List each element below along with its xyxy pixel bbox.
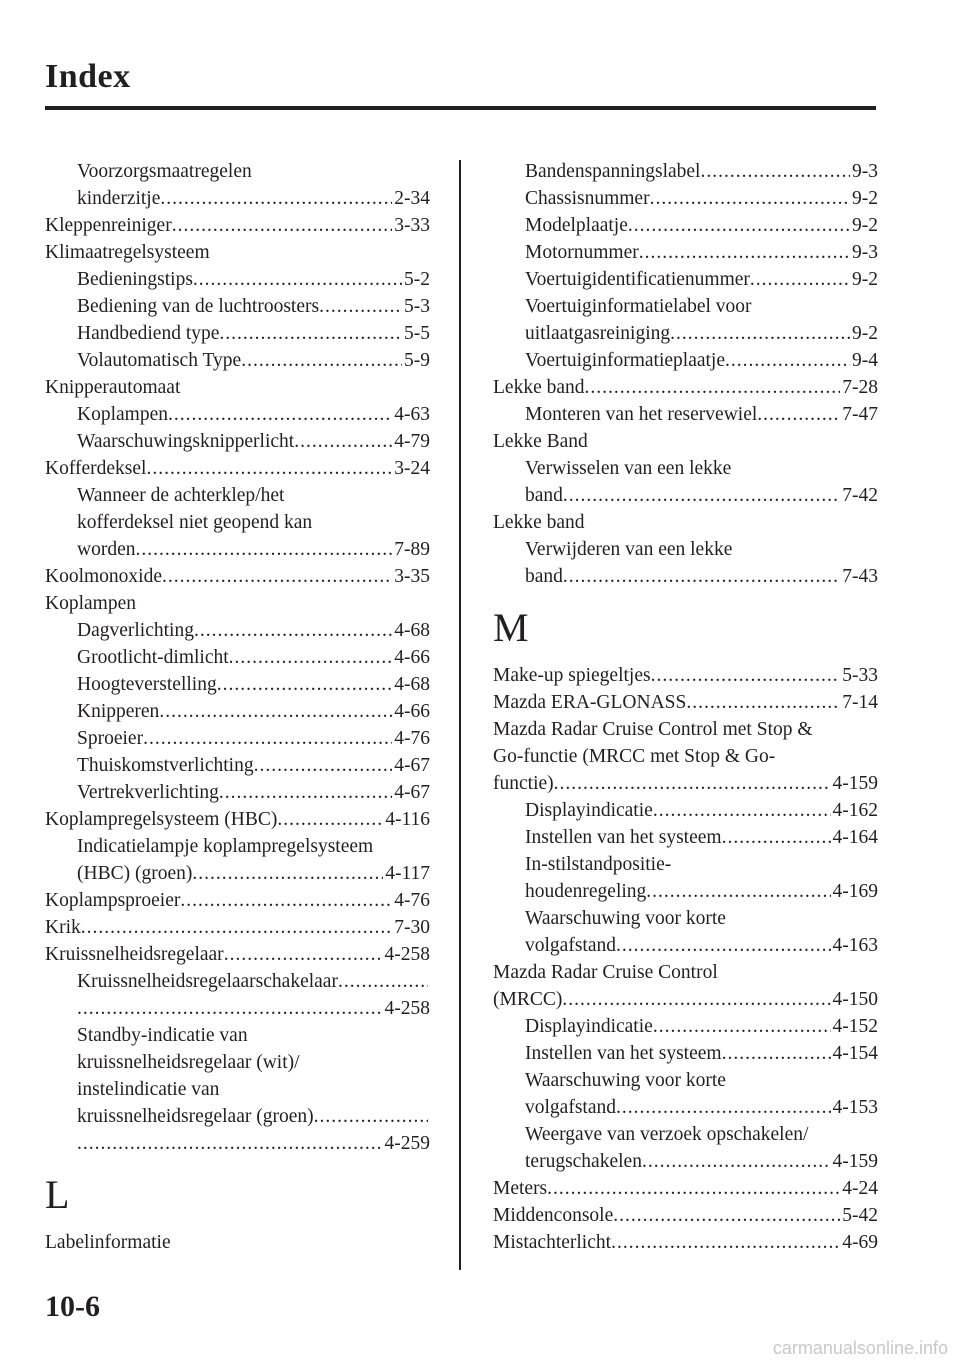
- page-reference[interactable]: 4-76: [394, 728, 430, 749]
- index-entry: [493, 662, 878, 689]
- page-reference[interactable]: 2-34: [394, 188, 430, 209]
- entry-label: Make-up spiegeltjes: [493, 665, 651, 686]
- dot-leader: [651, 662, 841, 689]
- index-subentry: [45, 536, 430, 563]
- dot-leader: [722, 1040, 831, 1067]
- index-column-right: [493, 158, 878, 1256]
- page-reference[interactable]: 7-89: [394, 539, 430, 560]
- index-subentry: [493, 239, 878, 266]
- index-entry: [45, 806, 430, 833]
- index-entry: [493, 986, 878, 1013]
- index-subentry: Voorzorgsmaatregelen: [77, 161, 252, 182]
- entry-label: Koplampregelsysteem (HBC): [45, 809, 278, 830]
- entry-label: band: [525, 485, 563, 506]
- entry-label: Bediening van de luchtroosters: [77, 296, 320, 317]
- page-reference[interactable]: 3-35: [394, 566, 430, 587]
- index-subentry: Indicatielampje koplampregelsysteem: [77, 836, 374, 857]
- page-reference[interactable]: 7-42: [842, 485, 878, 506]
- page-reference[interactable]: 4-66: [394, 647, 430, 668]
- dot-leader: [219, 779, 392, 806]
- entry-label: Bandenspanningslabel: [525, 161, 701, 182]
- index-subentry: [45, 401, 430, 428]
- index-subentry: [45, 617, 430, 644]
- page-reference[interactable]: 4-116: [385, 809, 430, 830]
- index-entry: Go-functie (MRCC met Stop & Go-: [493, 746, 776, 767]
- entry-label: Motornummer: [525, 242, 639, 263]
- index-entry: Koplampen: [45, 593, 136, 614]
- dot-leader: [77, 1130, 383, 1157]
- page-reference[interactable]: 5-9: [404, 350, 430, 371]
- entry-label: Krik: [45, 917, 81, 938]
- entry-label: Modelplaatje: [525, 215, 628, 236]
- page-reference[interactable]: 4-259: [384, 1133, 430, 1154]
- entry-label: Lekke band: [493, 377, 585, 398]
- dot-leader: [241, 347, 402, 374]
- index-subentry: instelindicatie van: [77, 1079, 220, 1100]
- page-reference[interactable]: 5-3: [404, 296, 430, 317]
- index-subentry: [493, 1040, 878, 1067]
- entry-label: Instellen van het systeem: [525, 1043, 722, 1064]
- page-reference[interactable]: 7-47: [842, 404, 878, 425]
- page-reference[interactable]: 4-159: [832, 773, 878, 794]
- page-reference[interactable]: 9-4: [852, 350, 878, 371]
- page-reference[interactable]: 9-3: [852, 161, 878, 182]
- index-subentry: Voertuiginformatielabel voor: [525, 296, 752, 317]
- entry-label: Chassisnummer: [525, 188, 650, 209]
- dot-leader: [725, 347, 850, 374]
- index-entry: [493, 374, 878, 401]
- index-subentry: [45, 428, 430, 455]
- index-entry: [493, 689, 878, 716]
- page-reference[interactable]: 4-258: [384, 998, 430, 1019]
- page-reference[interactable]: 4-68: [394, 674, 430, 695]
- index-subentry: Standby-indicatie van: [77, 1025, 248, 1046]
- page-reference[interactable]: 9-2: [852, 323, 878, 344]
- index-entry: Labelinformatie: [45, 1232, 171, 1253]
- dot-leader: [653, 797, 831, 824]
- entry-label: Voertuigidentificatienummer: [525, 269, 750, 290]
- page-reference[interactable]: 4-152: [832, 1016, 878, 1037]
- page-reference[interactable]: 4-67: [394, 782, 430, 803]
- index-entry: [493, 1229, 878, 1256]
- entry-label: terugschakelen: [525, 1151, 642, 1172]
- index-subentry: [45, 995, 430, 1022]
- dot-leader: [642, 1148, 831, 1175]
- page-reference[interactable]: 5-2: [404, 269, 430, 290]
- index-subentry: [45, 266, 430, 293]
- entry-label: Bedieningstips: [77, 269, 193, 290]
- index-subentry: [493, 932, 878, 959]
- index-subentry: In-stilstandpositie-: [525, 854, 672, 875]
- dot-leader: [314, 1103, 428, 1130]
- page-reference[interactable]: 4-67: [394, 755, 430, 776]
- dot-leader: [219, 320, 402, 347]
- dot-leader: [616, 1094, 831, 1121]
- dot-leader: [135, 536, 392, 563]
- page-reference[interactable]: 4-163: [832, 935, 878, 956]
- dot-leader: [224, 941, 383, 968]
- dot-leader: [616, 932, 831, 959]
- page-reference[interactable]: 4-162: [832, 800, 878, 821]
- index-subentry: Weergave van verzoek opschakelen/: [525, 1124, 809, 1145]
- entry-label: Monteren van het reservewiel: [525, 404, 758, 425]
- dot-leader: [193, 266, 402, 293]
- index-column-left: [45, 158, 430, 1256]
- index-subentry: [493, 320, 878, 347]
- index-entry: [493, 1202, 878, 1229]
- index-subentry: [493, 185, 878, 212]
- dot-leader: [146, 455, 392, 482]
- index-subentry: [45, 968, 430, 995]
- entry-label: Voertuiginformatieplaatje: [525, 350, 725, 371]
- index-subentry: [493, 1094, 878, 1121]
- index-entry: Mazda Radar Cruise Control met Stop &: [493, 719, 813, 740]
- index-subentry: [493, 1148, 878, 1175]
- index-subentry: [493, 347, 878, 374]
- entry-label: (MRCC): [493, 989, 563, 1010]
- index-entry: [493, 770, 878, 797]
- dot-leader: [143, 725, 392, 752]
- dot-leader: [229, 644, 393, 671]
- entry-label: Dagverlichting: [77, 620, 194, 641]
- index-subentry: [493, 878, 878, 905]
- index-entry: [45, 563, 430, 590]
- header-divider: [45, 106, 876, 110]
- index-subentry: [45, 1130, 430, 1157]
- page-reference[interactable]: 4-258: [384, 944, 430, 965]
- dot-leader: [159, 698, 392, 725]
- index-subentry: [45, 671, 430, 698]
- index-entry: [45, 914, 430, 941]
- index-subentry: [45, 320, 430, 347]
- page-reference[interactable]: 3-24: [394, 458, 430, 479]
- dot-leader: [168, 401, 392, 428]
- entry-label: Mazda ERA-GLONASS: [493, 692, 687, 713]
- page-reference[interactable]: 4-68: [394, 620, 430, 641]
- index-subentry: [493, 401, 878, 428]
- index-subentry: [45, 752, 430, 779]
- entry-label: worden: [77, 539, 136, 560]
- entry-label: Grootlicht-dimlicht: [77, 647, 229, 668]
- entry-label: Handbediend type: [77, 323, 220, 344]
- watermark: carmanualsonline.info: [772, 1338, 948, 1358]
- dot-leader: [172, 212, 393, 239]
- page-reference[interactable]: 5-42: [842, 1205, 878, 1226]
- page-reference[interactable]: 9-3: [852, 242, 878, 263]
- entry-label: Hoogteverstelling: [77, 674, 217, 695]
- entry-label: Kruissnelheidsregelaarschakelaar: [77, 971, 338, 992]
- dot-leader: [194, 617, 392, 644]
- dot-leader: [646, 878, 830, 905]
- entry-label: volgafstand: [525, 1097, 616, 1118]
- page-number: 10-6: [45, 1290, 100, 1323]
- page-reference[interactable]: 9-2: [852, 188, 878, 209]
- index-subentry: [493, 1013, 878, 1040]
- entry-label: kinderzitje: [77, 188, 161, 209]
- entry-label: Meters: [493, 1178, 548, 1199]
- index-subentry: [493, 212, 878, 239]
- page-reference[interactable]: 4-159: [832, 1151, 878, 1172]
- dot-leader: [585, 374, 841, 401]
- entry-label: Thuiskomstverlichting: [77, 755, 254, 776]
- dot-leader: [686, 689, 840, 716]
- dot-leader: [563, 563, 840, 590]
- entry-label: functie): [493, 773, 554, 794]
- index-entry: [45, 212, 430, 239]
- index-subentry: [45, 293, 430, 320]
- dot-leader: [653, 1013, 831, 1040]
- page-reference[interactable]: 7-14: [842, 692, 878, 713]
- dot-leader: [160, 185, 392, 212]
- entry-label: Sproeier: [77, 728, 144, 749]
- index-entry: Lekke band: [493, 512, 585, 533]
- dot-leader: [338, 968, 428, 995]
- dot-leader: [639, 239, 850, 266]
- dot-leader: [757, 401, 840, 428]
- entry-label: Vertrekverlichting: [77, 782, 219, 803]
- entry-label: Displayindicatie: [525, 800, 653, 821]
- index-subentry: [45, 779, 430, 806]
- dot-leader: [750, 266, 850, 293]
- entry-label: Koolmonoxide: [45, 566, 162, 587]
- dot-leader: [700, 158, 850, 185]
- index-subentry: [45, 860, 430, 887]
- entry-label: houdenregeling: [525, 881, 647, 902]
- page-reference[interactable]: 5-5: [404, 323, 430, 344]
- index-entry: Knipperautomaat: [45, 377, 181, 398]
- entry-label: Knipperen: [77, 701, 160, 722]
- index-entry: Klimaatregelsysteem: [45, 242, 210, 263]
- page-reference[interactable]: 3-33: [394, 215, 430, 236]
- dot-leader: [192, 860, 383, 887]
- dot-leader: [77, 995, 383, 1022]
- index-subentry: [493, 824, 878, 851]
- dot-leader: [319, 293, 402, 320]
- page-reference[interactable]: 4-154: [832, 1043, 878, 1064]
- index-subentry: Waarschuwing voor korte: [525, 908, 726, 929]
- page-reference[interactable]: 4-66: [394, 701, 430, 722]
- entry-label: volgafstand: [525, 935, 616, 956]
- index-subentry: Verwisselen van een lekke: [525, 458, 732, 479]
- page-reference[interactable]: 4-69: [842, 1232, 878, 1253]
- entry-label: Volautomatisch Type: [77, 350, 242, 371]
- entry-label: uitlaatgasreiniging: [525, 323, 671, 344]
- index-subentry: [45, 725, 430, 752]
- index-subentry: [45, 1103, 430, 1130]
- dot-leader: [562, 986, 830, 1013]
- page-reference[interactable]: 9-2: [852, 215, 878, 236]
- index-entry: [45, 887, 430, 914]
- dot-leader: [613, 1202, 840, 1229]
- dot-leader: [254, 752, 393, 779]
- index-subentry: Verwijderen van een lekke: [525, 539, 733, 560]
- entry-label: Koplampsproeier: [45, 890, 181, 911]
- index-entry: Lekke Band: [493, 431, 588, 452]
- dot-leader: [563, 482, 840, 509]
- entry-label: band: [525, 566, 563, 587]
- entry-label: Kleppenreiniger: [45, 215, 172, 236]
- index-subentry: [45, 644, 430, 671]
- dot-leader: [277, 806, 383, 833]
- page-reference[interactable]: 4-79: [394, 431, 430, 452]
- entry-label: Koplampen: [77, 404, 168, 425]
- index-subentry: [493, 482, 878, 509]
- page-title: Index: [45, 58, 131, 95]
- page-reference[interactable]: 4-153: [832, 1097, 878, 1118]
- entry-label: Kofferdeksel: [45, 458, 147, 479]
- page-reference[interactable]: 4-169: [832, 881, 878, 902]
- dot-leader: [217, 671, 393, 698]
- dot-leader: [628, 212, 850, 239]
- index-subentry: Wanneer de achterklep/het: [77, 485, 285, 506]
- index-entry: Mazda Radar Cruise Control: [493, 962, 718, 983]
- dot-leader: [162, 563, 392, 590]
- index-entry: [45, 941, 430, 968]
- index-subentry: [493, 158, 878, 185]
- page-reference[interactable]: 4-63: [394, 404, 430, 425]
- page-reference[interactable]: 7-30: [394, 917, 430, 938]
- entry-label: Waarschuwingsknipperlicht: [77, 431, 295, 452]
- page-reference[interactable]: 4-76: [394, 890, 430, 911]
- index-subentry: [45, 347, 430, 374]
- dot-leader: [722, 824, 831, 851]
- column-divider: [459, 160, 461, 1270]
- entry-label: kruissnelheidsregelaar (groen): [77, 1106, 314, 1127]
- page-reference[interactable]: 4-164: [832, 827, 878, 848]
- page-reference[interactable]: 7-43: [842, 566, 878, 587]
- dot-leader: [547, 1175, 840, 1202]
- entry-label: Middenconsole: [493, 1205, 614, 1226]
- entry-label: (HBC) (groen): [77, 863, 193, 884]
- page-reference[interactable]: 4-150: [832, 989, 878, 1010]
- section-letter: L: [45, 1172, 70, 1217]
- index-subentry: [493, 266, 878, 293]
- index-subentry: kruissnelheidsregelaar (wit)/: [77, 1052, 300, 1073]
- entry-label: Instellen van het systeem: [525, 827, 722, 848]
- dot-leader: [611, 1229, 840, 1256]
- page-reference[interactable]: 9-2: [852, 269, 878, 290]
- index-subentry: [45, 185, 430, 212]
- index-subentry: [45, 698, 430, 725]
- dot-leader: [670, 320, 850, 347]
- dot-leader: [554, 770, 831, 797]
- section-letter: M: [493, 605, 529, 650]
- page-reference[interactable]: 7-28: [842, 377, 878, 398]
- entry-label: Mistachterlicht: [493, 1232, 612, 1253]
- page-reference[interactable]: 4-117: [385, 863, 430, 884]
- index-entry: [493, 1175, 878, 1202]
- index-entry: [45, 455, 430, 482]
- entry-label: Kruissnelheidsregelaar: [45, 944, 224, 965]
- page-reference[interactable]: 4-24: [842, 1178, 878, 1199]
- index-subentry: Waarschuwing voor korte: [525, 1070, 726, 1091]
- entry-label: Displayindicatie: [525, 1016, 653, 1037]
- index-subentry: [493, 797, 878, 824]
- index-subentry: [493, 563, 878, 590]
- page-reference[interactable]: 5-33: [842, 665, 878, 686]
- dot-leader: [294, 428, 392, 455]
- dot-leader: [650, 185, 850, 212]
- dot-leader: [81, 914, 393, 941]
- dot-leader: [180, 887, 392, 914]
- index-subentry: kofferdeksel niet geopend kan: [77, 512, 313, 533]
